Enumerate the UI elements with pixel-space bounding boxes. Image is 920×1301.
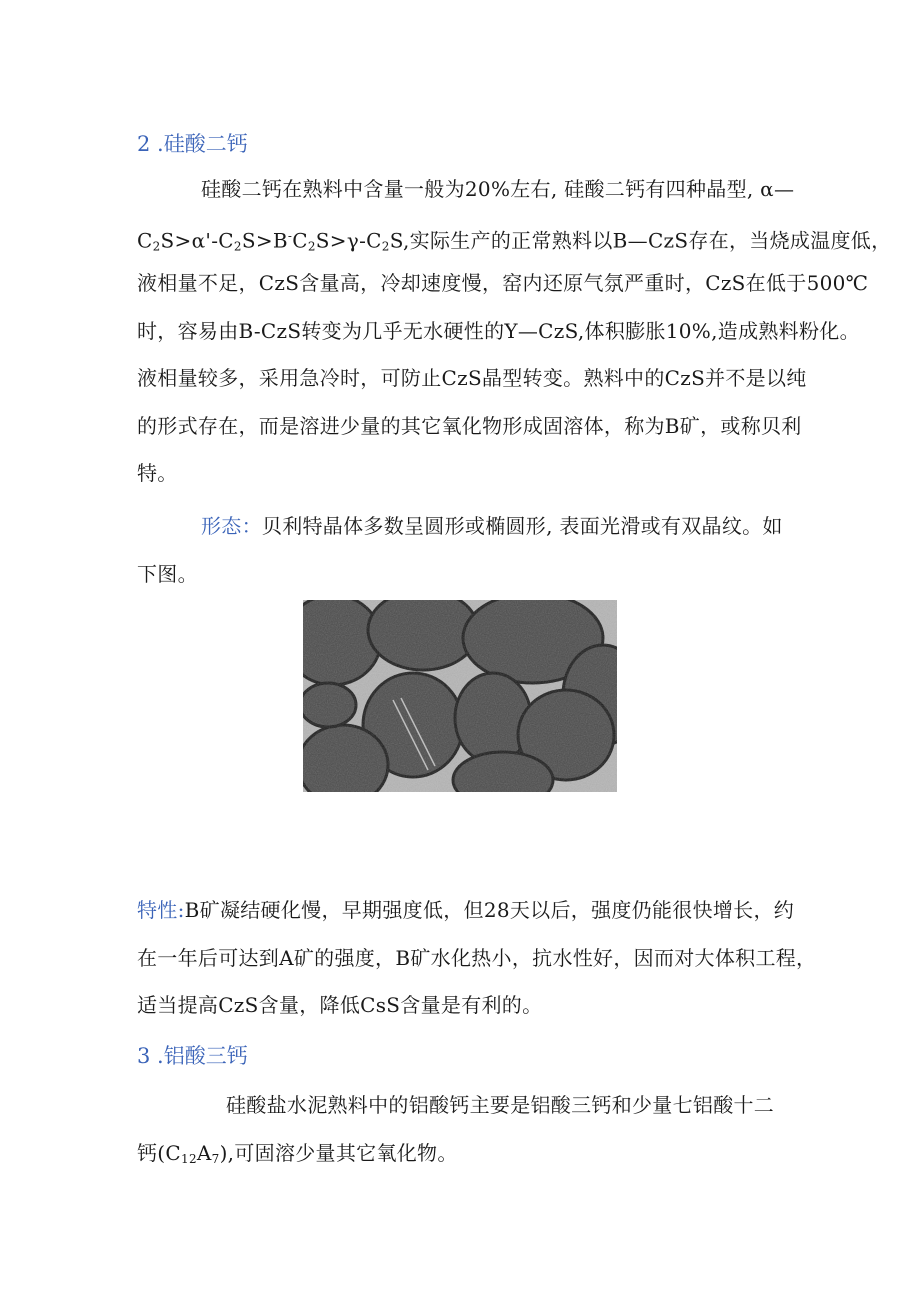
property-line: 特性:B矿凝结硬化慢，早期强度低，但28天以后，强度仍能很快增长，约 — [137, 898, 795, 922]
paragraph-line: 时，容易由B-CzS转变为几乎无水硬性的Y—CzS,体积膨胀10%,造成熟料粉化。 — [137, 319, 860, 343]
paragraph-line: 液相量不足，CzS含量高，冷却速度慢，窑内还原气氛严重时，CzS在低于500℃ — [137, 271, 869, 295]
formula-line: $C_2S>\alpha'-C_2S>B^-C_2S>\gamma-C_2S$,实际生产的正常熟料以B—CzS存在，当烧成温度低， — [137, 228, 892, 254]
formula-line: 钙$(C_{12}A_7)$,可固溶少量其它氧化物。 — [137, 1141, 458, 1166]
paragraph-line: 特。 — [137, 461, 178, 485]
section-heading-3: 3 .铝酸三钙 — [137, 1044, 248, 1068]
paragraph-line: 下图。 — [137, 562, 198, 586]
paragraph-line: 硅酸盐水泥熟料中的铝酸钙主要是铝酸三钙和少量七铝酸十二 — [226, 1093, 775, 1117]
paragraph-line: 液相量较多，采用急冷时，可防止CzS晶型转变。熟料中的CzS并不是以纯 — [137, 366, 807, 390]
morphology-line: 形态：贝利特晶体多数呈圆形或椭圆形, 表面光滑或有双晶纹。如 — [201, 514, 783, 538]
paragraph-line: 适当提高CzS含量，降低CsS含量是有利的。 — [137, 993, 543, 1017]
section-heading-2: 2 .硅酸二钙 — [137, 132, 248, 156]
paragraph-line: 硅酸二钙在熟料中含量一般为20%左右, 硅酸二钙有四种晶型, α— — [201, 177, 795, 201]
morphology-label: 形态： — [201, 514, 262, 538]
property-label: 特性: — [137, 898, 185, 922]
belite-micrograph-image — [303, 600, 617, 792]
paragraph-line: 的形式存在，而是溶进少量的其它氧化物形成固溶体，称为B矿，或称贝利 — [137, 414, 802, 438]
paragraph-line: 在一年后可达到A矿的强度，B矿水化热小，抗水性好，因而对大体积工程， — [137, 946, 817, 970]
